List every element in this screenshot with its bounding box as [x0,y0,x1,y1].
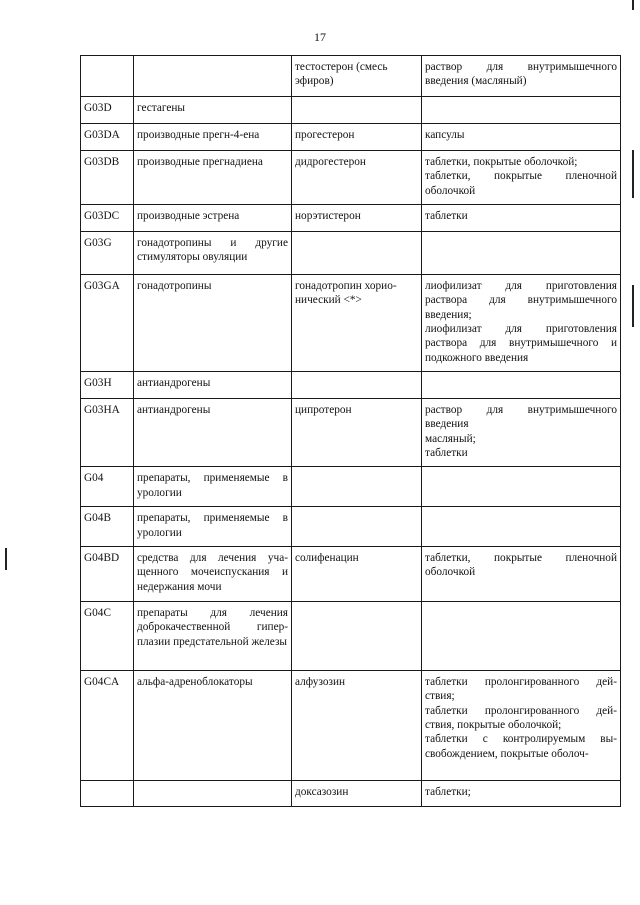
dosage-form-line: раствор для внутримышечного введения [425,404,617,431]
dosage-form-line: лиофилизат для приготовления раствора для внутримышечного введения; [425,280,617,321]
drug-name-cell [292,232,422,275]
dosage-form-cell [422,232,621,275]
table-row [81,205,621,232]
dosage-form-cell [422,467,621,507]
dosage-form-cell [422,601,621,670]
dosage-form-cell [422,399,621,467]
table-row [81,151,621,205]
dosage-form-cell [422,97,621,124]
group-name-cell: производные прегн-4-ена [134,124,292,151]
dosage-form-cell [422,275,621,372]
atc-code-cell: G04B [81,507,134,547]
dosage-form-line: таблетки, покрытые оболочкой; [425,156,578,168]
dosage-form-cell [422,56,621,97]
drug-name-cell: прогестерон [292,124,422,151]
table-row [81,780,621,806]
group-name-cell: гестагены [134,97,292,124]
drug-name-cell: гонадотропин хорио-нический <*> [292,275,422,372]
dosage-form-cell [422,372,621,399]
drug-table [80,55,621,807]
drug-name-cell [292,601,422,670]
dosage-form-cell [422,124,621,151]
scan-mark [632,0,634,10]
table-row [81,507,621,547]
dosage-form-line: таблетки пролонгированного дей-ствия, покрытые оболочкой; [425,704,617,731]
atc-code-cell: G04 [81,467,134,507]
dosage-form-cell [422,507,621,547]
table-row [81,467,621,507]
group-name-cell [134,56,292,97]
drug-name-cell: дидрогестерон [292,151,422,205]
dosage-form-cell [422,546,621,601]
table-row [81,124,621,151]
scan-mark [632,150,634,198]
atc-code-cell: G03GA [81,275,134,372]
dosage-form-cell [422,780,621,806]
group-name-cell: препараты для лечения доброкачественной гипер-плазии предстательной железы [134,601,292,670]
table-row [81,601,621,670]
group-name-cell: гонадотропины и другие стимуляторы овуляции [134,232,292,275]
atc-code-cell [81,780,134,806]
table-row [81,275,621,372]
page-number: 17 [314,30,326,44]
drug-name-cell [292,507,422,547]
group-name-cell: средства для лечения уча-щенного мочеиспускания и недержания мочи [134,546,292,601]
atc-code-cell: G03DB [81,151,134,205]
table-row [81,232,621,275]
drug-name-cell: алфузозин [292,670,422,780]
dosage-form-line: лиофилизат для приготовления раствора для внутримышечного и подкожного введения [425,323,617,364]
group-name-cell [134,780,292,806]
atc-code-cell: G03G [81,232,134,275]
atc-code-cell: G04C [81,601,134,670]
scan-mark [632,285,634,327]
dosage-form-line: капсулы [425,129,465,141]
table-row [81,56,621,97]
dosage-form-line: таблетки [425,447,468,460]
table-row [81,670,621,780]
dosage-form-line: таблетки пролонгированного дей-ствия; [425,675,617,703]
drug-name-cell: доксазозин [292,780,422,806]
dosage-form-cell [422,205,621,232]
group-name-cell: альфа-адреноблокаторы [134,670,292,780]
atc-code-cell [81,56,134,97]
dosage-form-line: таблетки, покрытые пленочной оболочкой [425,170,617,197]
drug-name-cell [292,467,422,507]
atc-code-cell: G03HA [81,399,134,467]
atc-code-cell: G04BD [81,546,134,601]
scan-mark [5,548,7,570]
atc-code-cell: G03D [81,97,134,124]
table-row [81,97,621,124]
drug-name-cell: тестостерон (смесь эфиров) [292,56,422,97]
atc-code-cell: G03DC [81,205,134,232]
dosage-form-line: таблетки; [425,785,471,798]
group-name-cell: производные прегнадиена [134,151,292,205]
group-name-cell: антиандрогены [134,372,292,399]
drug-name-cell: ципротерон [292,399,422,467]
dosage-form-cell [422,151,621,205]
table-row [81,546,621,601]
table-row [81,399,621,467]
group-name-cell: производные эстрена [134,205,292,232]
group-name-cell: препараты, применяемые в урологии [134,467,292,507]
dosage-form-line: раствор для внутримышечного введения (масляный) [425,61,617,88]
dosage-form-line: таблетки, покрытые пленочной оболочкой [425,551,617,579]
table-row [81,372,621,399]
drug-name-cell: солифенацин [292,546,422,601]
atc-code-cell: G03H [81,372,134,399]
dosage-form-line: таблетки с контролируемым вы-свобождением, покрытые оболоч- [425,733,617,760]
atc-code-cell: G04CA [81,670,134,780]
dosage-form-line: таблетки [425,210,468,223]
dosage-form-line: масляный; [425,432,476,445]
dosage-form-cell [422,670,621,780]
drug-name-cell [292,97,422,124]
group-name-cell: антиандрогены [134,399,292,467]
drug-name-cell: норэтистерон [292,205,422,232]
atc-code-cell: G03DA [81,124,134,151]
group-name-cell: гонадотропины [134,275,292,372]
drug-name-cell [292,372,422,399]
group-name-cell: препараты, применяемые в урологии [134,507,292,547]
